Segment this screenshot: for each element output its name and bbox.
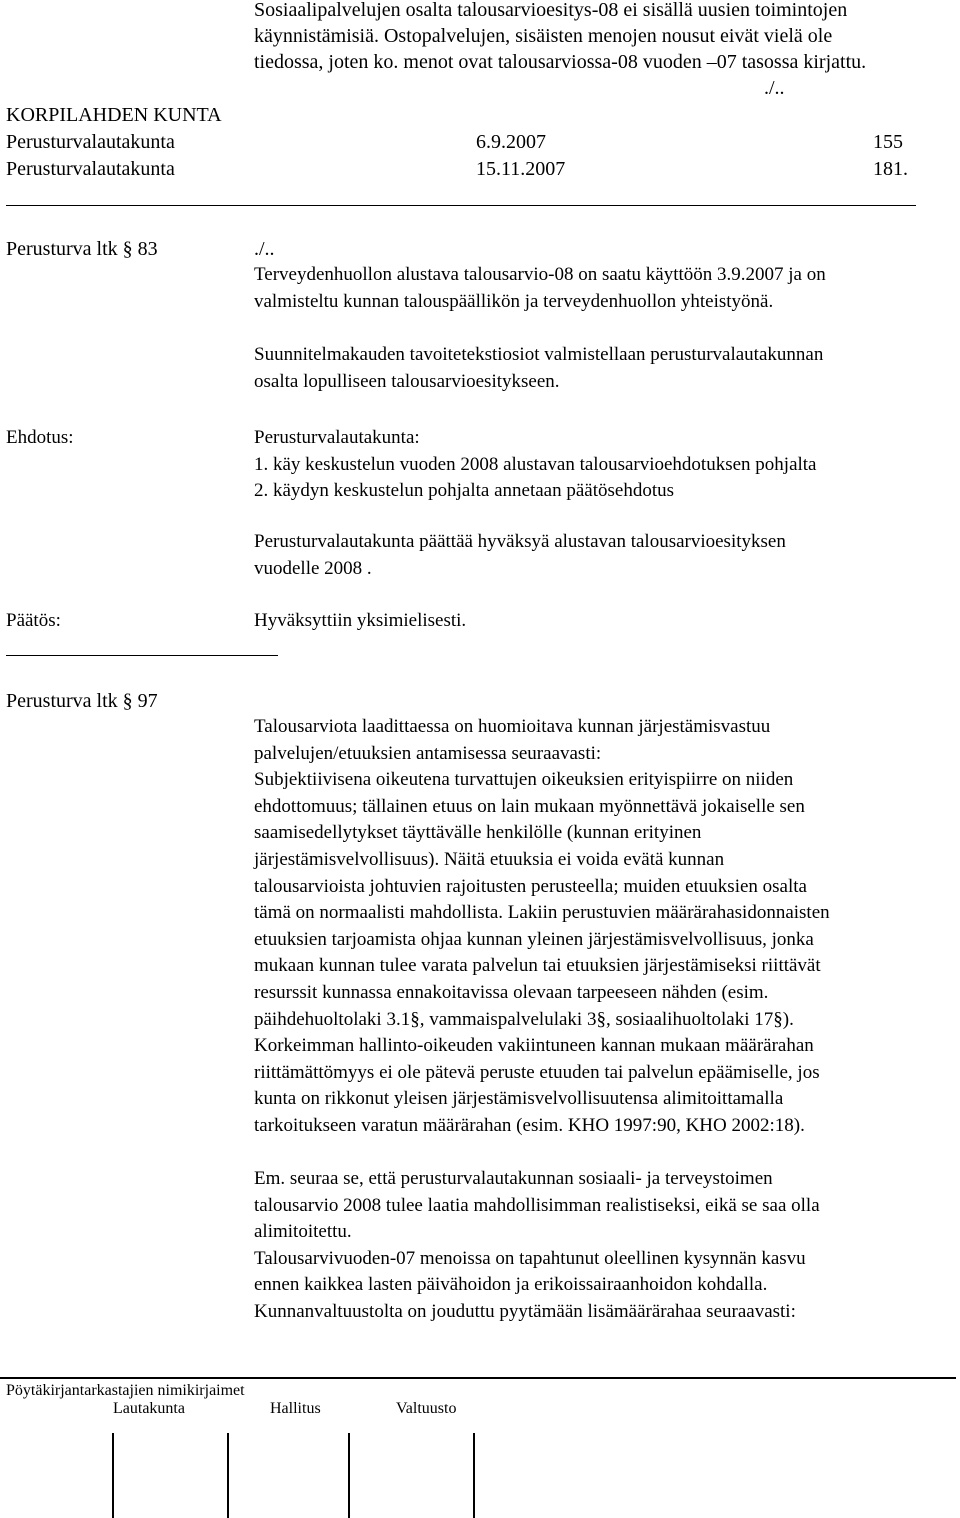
proposal-heading: Perusturvalautakunta: bbox=[254, 427, 420, 448]
intro-paragraph bbox=[254, 0, 866, 75]
section-divider bbox=[6, 655, 278, 656]
continued-mark: ./.. bbox=[764, 77, 785, 99]
text-line: Suunnitelmakauden tavoitetekstiosiot valmistellaan perusturvalautakunnan bbox=[254, 344, 824, 365]
footer-title: Pöytäkirjantarkastajien nimikirjaimet bbox=[6, 1382, 245, 1399]
footer-column-hallitus: Hallitus bbox=[270, 1400, 321, 1417]
text-line: alimitoitettu. bbox=[254, 1221, 352, 1243]
text-line: Em. seuraa se, että perusturvalautakunnan sosiaali- ja terveystoimen bbox=[254, 1168, 773, 1189]
text-line: Terveydenhuollon alustava talousarvio-08 on saatu käyttöön 3.9.2007 ja on bbox=[254, 264, 826, 285]
text-line: vuodelle 2008 . bbox=[254, 557, 372, 579]
proposal-item: 2. käydyn keskustelun pohjalta annetaan päätösehdotus bbox=[254, 480, 675, 502]
item83-paragraph bbox=[254, 342, 823, 395]
text-line: Subjektiivisena oikeutena turvattujen oikeuksien erityispiirre on niiden bbox=[254, 769, 794, 791]
header-page-number: 155 bbox=[873, 131, 903, 153]
item97-paragraph-2 bbox=[254, 1166, 820, 1326]
intro-line: tiedossa, joten ko. menot ovat talousarviossa-08 vuoden –07 tasossa kirjattu. bbox=[254, 51, 867, 73]
header-board: Perusturvalautakunta bbox=[6, 131, 175, 153]
continued-mark: ./.. bbox=[254, 238, 275, 260]
signature-box-divider bbox=[227, 1433, 229, 1518]
intro-line: käynnistämisiä. Ostopalvelujen, sisäisten menojen nousut eivät vielä ole bbox=[254, 25, 833, 47]
signature-box-divider bbox=[348, 1433, 350, 1518]
header-divider bbox=[6, 205, 916, 206]
text-line: talousarvio 2008 tulee laatia mahdollisimman realistiseksi, eikä se saa olla bbox=[254, 1194, 820, 1216]
decision-text: Hyväksyttiin yksimielisesti. bbox=[254, 610, 467, 631]
text-line: valmisteltu kunnan talouspäällikön ja terveydenhuollon yhteistyönä. bbox=[254, 290, 774, 312]
text-line: Talousarviota laadittaessa on huomioitava kunnan järjestämisvastuu bbox=[254, 716, 771, 737]
text-line: talousarvioista johtuvien rajoitusten perusteella; muiden etuuksien osalta bbox=[254, 875, 807, 897]
text-line: ehdottomuus; tällainen etuus on lain mukaan myönnettävä jokaiselle sen bbox=[254, 795, 805, 817]
text-line: Perusturvalautakunta päättää hyväksyä alustavan talousarvioesityksen bbox=[254, 531, 786, 552]
proposal-decision bbox=[254, 529, 786, 582]
text-line: tarkoitukseen varatun määrärahan (esim. KHO 1997:90, KHO 2002:18). bbox=[254, 1114, 805, 1136]
text-line: päihdehuoltolaki 3.1§, vammaispalvelulaki 3§, sosiaalihuoltolaki 17§). bbox=[254, 1008, 794, 1030]
text-line: Talousarvivuoden-07 menoissa on tapahtunut oleellinen kysynnän kasvu bbox=[254, 1247, 806, 1269]
header-board: Perusturvalautakunta bbox=[6, 158, 175, 180]
text-line: kunta on rikkonut yleisen järjestämisvelvollisuutensa alimitoittamalla bbox=[254, 1088, 784, 1110]
text-line: Kunnanvaltuustolta on jouduttu pyytämään lisämäärärahaa seuraavasti: bbox=[254, 1300, 796, 1322]
footer-column-lautakunta: Lautakunta bbox=[113, 1400, 185, 1417]
text-line: osalta lopulliseen talousarvioesitykseen. bbox=[254, 370, 560, 392]
proposal-item: 1. käy keskustelun vuoden 2008 alustavan talousarvioehdotuksen pohjalta bbox=[254, 453, 817, 475]
text-line: riittämättömyys ei ole pätevä peruste etuuden tai palvelun epäämiselle, jos bbox=[254, 1061, 820, 1083]
decision-label: Päätös: bbox=[6, 610, 61, 631]
municipality-name: KORPILAHDEN KUNTA bbox=[6, 104, 222, 126]
header-date: 6.9.2007 bbox=[476, 131, 546, 153]
text-line: ennen kaikkea lasten päivähoidon ja erikoissairaanhoidon kohdalla. bbox=[254, 1274, 768, 1296]
text-line: tämä on normaalisti mahdollista. Lakiin perustuvien määrärahasidonnaisten bbox=[254, 902, 830, 924]
text-line: Korkeimman hallinto-oikeuden vakiintuneen kannan mukaan määrärahan bbox=[254, 1035, 814, 1057]
item-label: Perusturva ltk § 97 bbox=[6, 690, 158, 712]
text-line: järjestämisvelvollisuus). Näitä etuuksia ei voida evätä kunnan bbox=[254, 848, 725, 870]
item83-intro bbox=[254, 262, 826, 315]
header-page-number: 181. bbox=[873, 158, 908, 180]
proposal-label: Ehdotus: bbox=[6, 427, 74, 448]
footer-divider bbox=[0, 1377, 956, 1379]
text-line: saamisedellytykset täyttävälle henkilölle (kunnan erityinen bbox=[254, 822, 702, 844]
footer-column-valtuusto: Valtuusto bbox=[396, 1400, 457, 1417]
item97-paragraph bbox=[254, 714, 830, 1140]
text-line: palvelujen/etuuksien antamisessa seuraavasti: bbox=[254, 742, 602, 764]
signature-box-divider bbox=[112, 1433, 114, 1518]
text-line: etuuksien tarjoamista ohjaa kunnan yleinen järjestämisvelvollisuus, jonka bbox=[254, 928, 814, 950]
item-label: Perusturva ltk § 83 bbox=[6, 238, 158, 260]
text-line: mukaan kunnan tulee varata palvelun tai etuuksien järjestämiseksi riittävät bbox=[254, 955, 821, 977]
text-line: resurssit kunnassa ennakoitavissa olevaan tarpeeseen nähden (esim. bbox=[254, 981, 769, 1003]
header-date: 15.11.2007 bbox=[476, 158, 566, 180]
intro-line: Sosiaalipalvelujen osalta talousarvioesitys-08 ei sisällä uusien toimintojen bbox=[254, 0, 848, 21]
signature-box-divider bbox=[473, 1433, 475, 1518]
proposal-block bbox=[254, 425, 817, 505]
